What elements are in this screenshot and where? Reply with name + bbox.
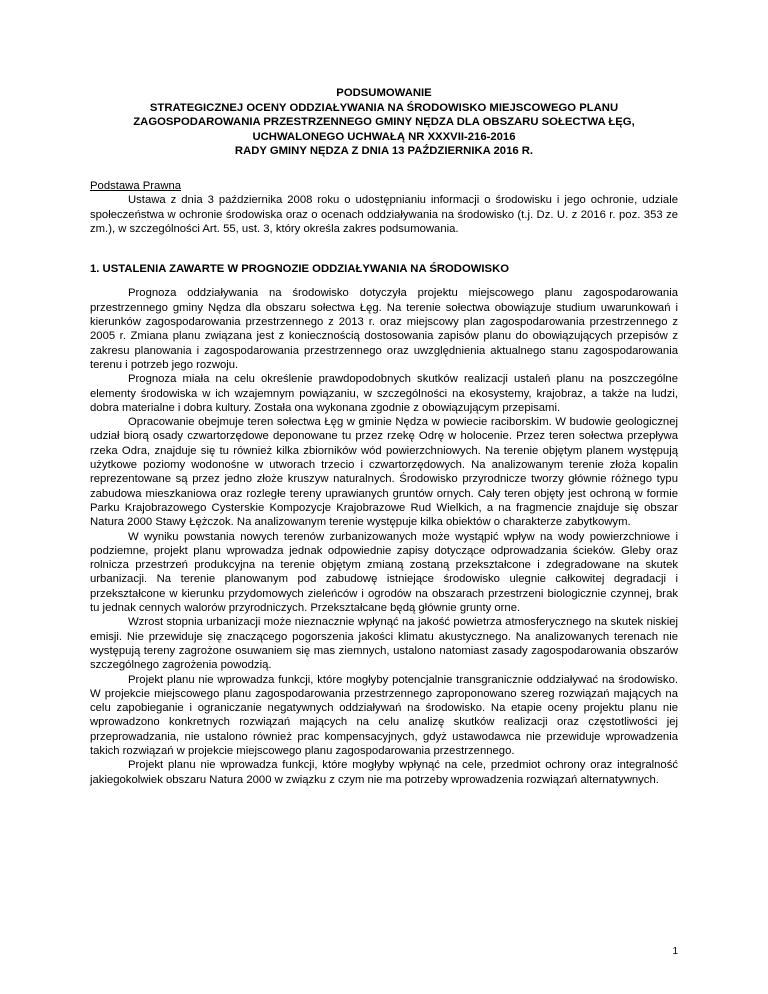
section-heading: 1. USTALENIA ZAWARTE W PROGNOZIE ODDZIAŁYWANIA NA ŚRODOWISKO [90, 263, 510, 276]
section-paragraph: Prognoza miała na celu określenie prawdopodobnych skutków realizacji ustaleń planu na poszczególne elementy środowiska w ich wzajemnym powiązaniu, w szczególności na ekosystemy, krajobraz, a także na ludzi, dobra materialne i dobra kultury. Została ona wykonana zgodnie z obowiązującym przepisami. [90, 373, 678, 414]
section-paragraph: Projekt planu nie wprowadza funkcji, które mogłyby potencjalnie transgranicznie oddziaływać na środowisko. W projekcie miejscowego planu zagospodarowania przestrzennego zaproponowano szereg rozwiązań mających na celu zapobieganie i ograniczanie negatywnych oddziaływań na środowisko. Na etapie oceny projektu planu nie wprowadzono konkretnych rozwiązań mających na celu analizę skutków realizacji oraz częstotliwości jej przeprowadzania, nie ustalono również prac kompensacyjnych, gdyż ustawodawca nie przewiduje wprowadzenia takich rozwiązań w projekcie miejscowego planu zagospodarowania przestrzennego. [90, 673, 678, 757]
section-paragraph: Projekt planu nie wprowadza funkcji, które mogłyby wpłynąć na cele, przedmiot ochrony oraz integralność jakiegokolwiek obszaru Natura 2000 w związku z czym nie ma potrzeby wprowadzenia rozwiązań alternatywnych. [90, 759, 678, 786]
title-line: RADY GMINY NĘDZA Z DNIA 13 PAŹDZIERNIKA 2016 R. [234, 145, 534, 158]
page-number: 1 [672, 946, 678, 957]
title-line: UCHWALONEGO UCHWAŁĄ NR XXXVII-216-2016 [252, 130, 516, 143]
document-body [90, 179, 678, 787]
section-paragraph: W wyniku powstania nowych terenów zurbanizowanych może wystąpić wpływ na wody powierzchniowe i podziemne, projekt planu wprowadza jednak odpowiednie zapisy dotyczące odprowadzania ścieków. Gleby oraz rolnicza przestrzeń produkcyjna na terenie objętym zmianą zostaną przekształcone i zdegradowane na skutek urbanizacji. Na terenie planowanym pod zabudowę istniejące środowisko ulegnie całkowitej degradacji i przekształcone w kierunku przydomowych zieleńców i ogrodów na obszarach przestrzeni biologicznie czynnej, brak tu jednak cennych walorów przyrodniczych. Przekształcane będą głównie grunty orne. [90, 530, 678, 615]
section-paragraph: Wzrost stopnia urbanizacji może nieznacznie wpłynąć na jakość powietrza atmosferycznego na skutek niskiej emisji. Nie przewiduje się znaczącego pogorszenia jakości klimatu akustycznego. Na analizowanych terenach nie występują tereny zagrożone osuwaniem się mas ziemnych, ustalono natomiast zasady zagospodarowania obszarów szczególnego zagrożenia powodzią. [90, 616, 678, 672]
title-line: STRATEGICZNEJ OCENY ODDZIAŁYWANIA NA ŚRODOWISKO MIEJSCOWEGO PLANU [149, 101, 619, 114]
legal-basis-heading: Podstawa Prawna [90, 180, 182, 192]
title-line: PODSUMOWANIE [336, 87, 432, 99]
document-title [70, 86, 698, 159]
section-paragraph: Opracowanie obejmuje teren sołectwa Łęg w gminie Nędza w powiecie raciborskim. W budowie geologicznej udział biorą osady czwartorzędowe deponowane tu przez rzekę Odrę w holocenie. Przez teren sołectwa przepływa rzeka Odra, znajduje się tu również kilka zbiorników wód powierzchniowych. Na terenie objętym planem występują użytkowe poziomy wodonośne w utworach trzecio i czwartorzędowych. Na analizowanym terenie złoża kopalin reprezentowane są przez jedno złoże kruszyw naturalnych. Środowisko przyrodnicze tworzy głównie różnego typu zabudowa mieszkaniowa oraz rozległe tereny uprawianych gruntów ornych. Cały teren objęty jest ochroną w formie Parku Krajobrazowego Cysterskie Kompozycje Krajobrazowe Rud Wielkich, a na fragmencie znajduje się obszar Natura 2000 Stawy Łężczok. Na analizowanym terenie występuje kilka obiektów o charakterze zabytkowym. [90, 416, 678, 529]
title-line: ZAGOSPODAROWANIA PRZESTRZENNEGO GMINY NĘDZA DLA OBSZARU SOŁECTWA ŁĘG, [133, 116, 635, 129]
section-paragraph: Prognoza oddziaływania na środowisko dotyczyła projektu miejscowego planu zagospodarowania przestrzennego gminy Nędza dla obszaru sołectwa Łęg. Na terenie sołectwa obowiązuje studium uwarunkowań i kierunków zagospodarowania przestrzennego z 2013 r. oraz miejscowy plan zagospodarowania przestrzennego z 2005 r. Zmiana planu związana jest z koniecznością dostosowania zapisów planu do obowiązujących przepisów z zakresu planowania i zagospodarowania przestrzennego oraz uwzględnienia aktualnego stanu zagospodarowania terenu i potrzeb jego rozwoju. [90, 287, 678, 371]
legal-basis-text: Ustawa z dnia 3 października 2008 roku o udostępnianiu informacji o środowisku i jego ochronie, udziale społeczeństwa w ochronie środowiska oraz o ocenach oddziaływania na środowisko (t.j. Dz. U. z 2016 r. poz. 353 ze zm.), w szczególności Art. 55, ust. 3, który określa zakres podsumowania. [90, 194, 678, 235]
